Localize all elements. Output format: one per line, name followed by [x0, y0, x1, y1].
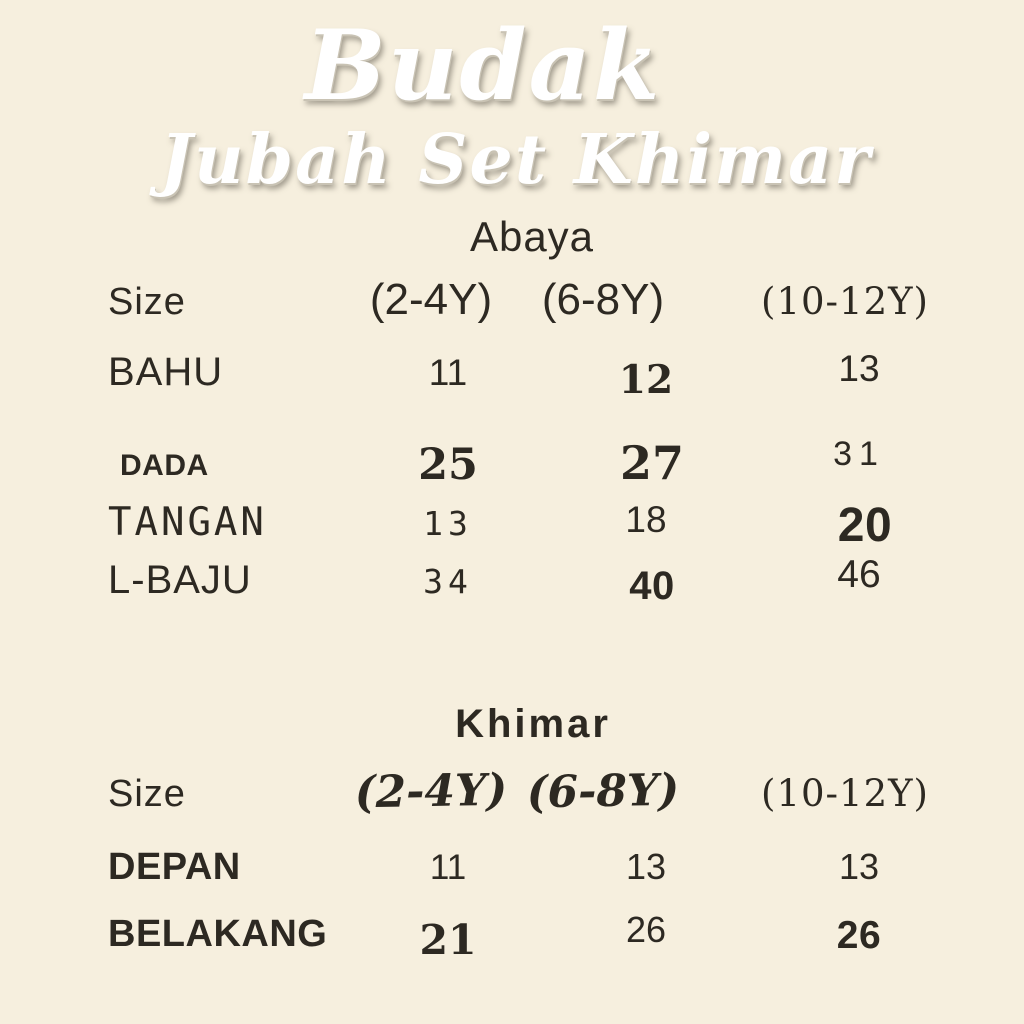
- belakang-value-10-12y: 26: [836, 914, 882, 957]
- title-line2: Jubah Set Khimar: [160, 120, 872, 200]
- bahu-value-10-12y: 13: [838, 348, 880, 389]
- row-label-l-baju: L-BAJU: [108, 558, 252, 602]
- khimar-col-2-4y: (2-4Y): [354, 764, 508, 819]
- tangan-value-6-8y: 18: [625, 499, 667, 540]
- l-baju-value-6-8y: 40: [629, 564, 675, 608]
- abaya-header-row: [0, 275, 1024, 324]
- tangan-value-2-4y: 13: [423, 504, 473, 543]
- abaya-col-6-8y: (6-8Y): [541, 275, 665, 324]
- khimar-size-label: Size: [108, 773, 186, 815]
- table-row-bahu: [0, 348, 1024, 403]
- row-label-depan: DEPAN: [108, 846, 241, 888]
- khimar-col-10-12y: (10-12Y): [761, 772, 929, 815]
- dada-value-10-12y: 31: [833, 435, 885, 473]
- row-label-bahu: BAHU: [108, 350, 224, 394]
- row-label-dada: DADA: [120, 449, 209, 482]
- table-row-tangan: [0, 496, 1024, 552]
- title-line1: Budak: [304, 9, 662, 122]
- belakang-value-2-4y: 21: [419, 916, 477, 964]
- row-label-tangan: TANGAN: [108, 500, 267, 545]
- tangan-value-10-12y: 20: [837, 499, 893, 552]
- dada-value-2-4y: 25: [418, 440, 478, 490]
- abaya-col-10-12y: (10-12Y): [761, 280, 929, 323]
- abaya-heading: Abaya: [469, 213, 595, 260]
- abaya-col-2-4y: (2-4Y): [369, 275, 493, 324]
- table-row-dada: [0, 428, 1024, 490]
- depan-value-10-12y: 13: [838, 846, 880, 887]
- abaya-size-label: Size: [108, 281, 186, 323]
- row-label-belakang: BELAKANG: [108, 913, 328, 955]
- khimar-header-row: [0, 764, 1024, 819]
- table-row-depan: [0, 848, 1024, 886]
- khimar-col-6-8y: (6-8Y): [526, 764, 680, 819]
- bahu-value-6-8y: 12: [618, 357, 674, 403]
- depan-value-6-8y: 13: [625, 846, 667, 887]
- bahu-value-2-4y: 11: [428, 352, 468, 393]
- depan-value-2-4y: 11: [429, 848, 467, 887]
- dada-value-6-8y: 27: [619, 436, 684, 490]
- belakang-value-6-8y: 26: [625, 909, 667, 950]
- l-baju-value-10-12y: 46: [837, 553, 881, 596]
- table-row-belakang: [0, 909, 1024, 964]
- l-baju-value-2-4y: 34: [423, 562, 473, 601]
- khimar-heading: Khimar: [455, 702, 611, 746]
- table-row-l-baju: [0, 553, 1024, 608]
